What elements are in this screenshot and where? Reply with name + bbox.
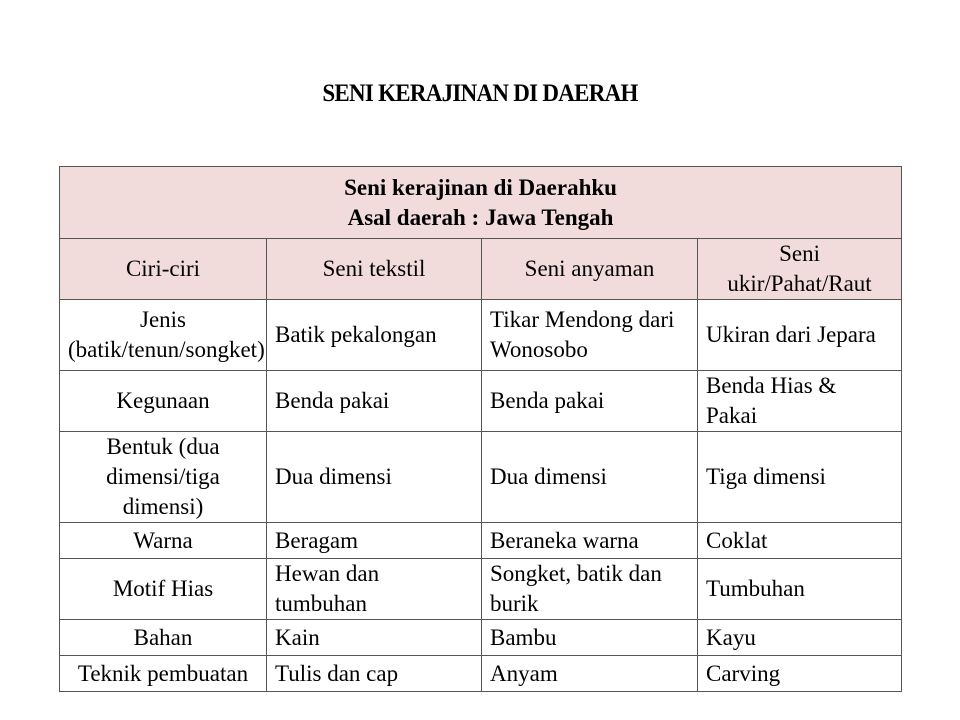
- table-cell: Batik pekalongan: [267, 300, 482, 371]
- row-label-line: dimensi/tiga dimensi): [106, 464, 220, 519]
- craft-table: [59, 166, 902, 692]
- table-cell: Beraneka warna: [482, 523, 698, 559]
- table-cell: Hewan dan tumbuhan: [267, 559, 482, 620]
- table-cell: Tulis dan cap: [267, 656, 482, 692]
- table-row: [60, 656, 902, 692]
- header-row: [60, 239, 902, 300]
- row-label-line: Bentuk (dua: [106, 434, 220, 459]
- table-cell: Dua dimensi: [267, 432, 482, 523]
- table-cell: Kain: [267, 620, 482, 656]
- table-cell: Tiga dimensi: [698, 432, 902, 523]
- table-cell: Benda Hias & Pakai: [698, 371, 902, 432]
- banner-row: [60, 167, 902, 239]
- banner-title: Seni kerajinan di Daerahku: [344, 174, 617, 200]
- row-label-line: (batik/tenun/songket): [68, 337, 265, 362]
- table-cell: Bambu: [482, 620, 698, 656]
- column-header: Ciri-ciri: [60, 239, 267, 300]
- column-header: Seni ukir/Pahat/Raut: [698, 239, 902, 300]
- table-cell: Ukiran dari Jepara: [698, 300, 902, 371]
- row-label-line: Jenis: [140, 307, 186, 332]
- table-row: [60, 432, 902, 523]
- row-label: Teknik pembuatan: [60, 656, 267, 692]
- column-header: Seni tekstil: [267, 239, 482, 300]
- banner-origin: Asal daerah : Jawa Tengah: [347, 204, 614, 230]
- row-label: [60, 432, 267, 523]
- row-label: Kegunaan: [60, 371, 267, 432]
- row-label: Motif Hias: [60, 559, 267, 620]
- table-row: [60, 620, 902, 656]
- table-row: [60, 523, 902, 559]
- row-label: Warna: [60, 523, 267, 559]
- table-cell: Beragam: [267, 523, 482, 559]
- table-cell: Dua dimensi: [482, 432, 698, 523]
- table-row: [60, 300, 902, 371]
- table-banner: [60, 167, 902, 239]
- table-cell: Anyam: [482, 656, 698, 692]
- page-title: SENI KERAJINAN DI DAERAH: [322, 80, 638, 107]
- table-cell: Coklat: [698, 523, 902, 559]
- table-cell: Benda pakai: [267, 371, 482, 432]
- table-cell: Tumbuhan: [698, 559, 902, 620]
- table-row: [60, 559, 902, 620]
- row-label: [60, 300, 267, 371]
- table-cell: Tikar Mendong dari Wonosobo: [482, 300, 698, 371]
- column-header: Seni anyaman: [482, 239, 698, 300]
- table-cell: Songket, batik dan burik: [482, 559, 698, 620]
- row-label: Bahan: [60, 620, 267, 656]
- table-row: [60, 371, 902, 432]
- table-cell: Benda pakai: [482, 371, 698, 432]
- table-cell: Kayu: [698, 620, 902, 656]
- table-cell: Carving: [698, 656, 902, 692]
